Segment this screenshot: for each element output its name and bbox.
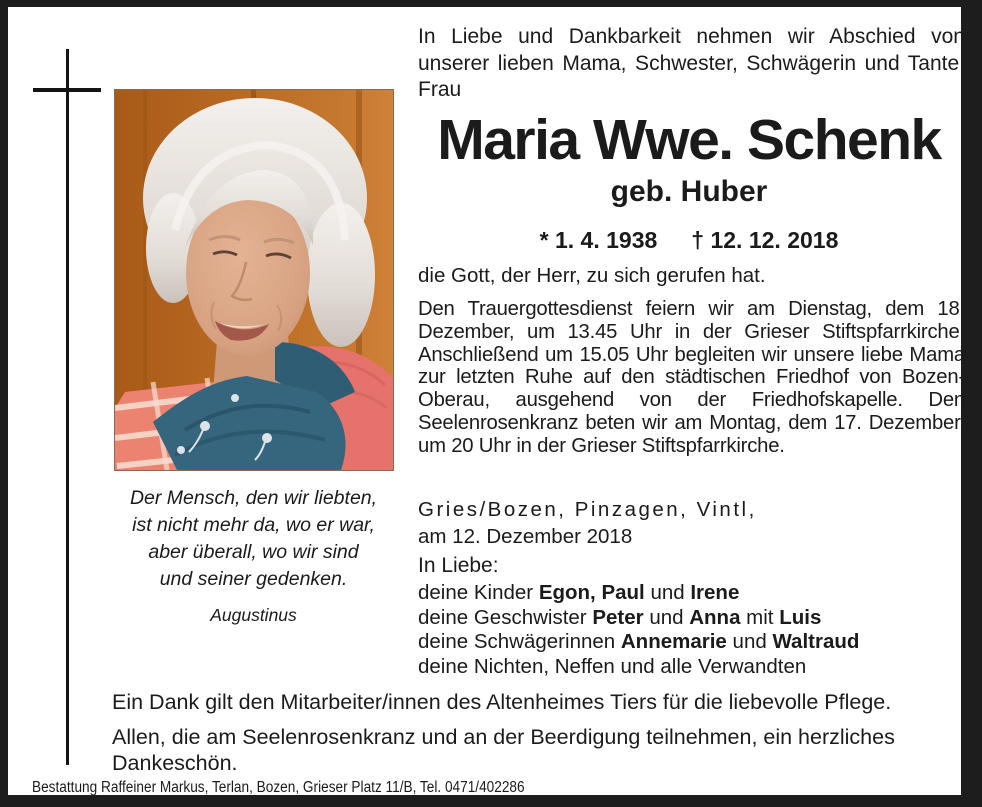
family-line: deine Schwägerinnen Annemarie und Waltraud bbox=[418, 630, 860, 653]
date-line: am 12. Dezember 2018 bbox=[418, 525, 633, 548]
quote-line: Der Mensch, den wir liebten, bbox=[129, 487, 378, 509]
family-line: deine Geschwister Peter und Anna mit Luis bbox=[418, 605, 822, 629]
family-list bbox=[418, 581, 978, 679]
quote-attribution: Augustinus bbox=[210, 605, 297, 625]
family-line: deine Nichten, Neffen und alle Verwandten bbox=[418, 654, 807, 678]
quote-line: aber überall, wo wir sind bbox=[148, 541, 359, 563]
maiden-name: geb. Huber bbox=[610, 175, 768, 208]
places-block bbox=[418, 496, 965, 550]
service-paragraph: Den Trauergottesdienst feiern wir am Dienstag, dem 18. Dezember, um 13.45 Uhr in der Grieser Stiftspfarrkirche. Anschließend um 15.05 Uhr begleiten wir unsere liebe Mama zur letzten Ruhe auf den städtischen Friedhof von Bozen-Oberau, ausgehend von der Friedhofskapelle. Den Seelenrosenkranz beten wir am Montag, dem 17. Dezember, um 20 Uhr in der Grieser Stiftspfarrkirche. bbox=[418, 298, 965, 457]
funeral-home-info: Bestattung Raffeiner Markus, Terlan, Bozen, Grieser Platz 11/B, Tel. 0471/402286 bbox=[32, 779, 525, 796]
in-love-label: In Liebe: bbox=[418, 554, 499, 577]
called-text: die Gott, der Herr, zu sich gerufen hat. bbox=[418, 264, 766, 287]
notice-sheet bbox=[8, 7, 965, 796]
deceased-name: Maria Wwe. Schenk bbox=[437, 108, 941, 172]
places-line: Gries/Bozen, Pinzagen, Vintl, bbox=[418, 498, 757, 521]
quote-line: und seiner gedenken. bbox=[159, 568, 348, 590]
birth-date: * 1. 4. 1938 bbox=[539, 227, 658, 253]
portrait-photo-illustration bbox=[115, 90, 393, 470]
portrait-photo bbox=[115, 90, 393, 470]
thanks-attendees: Allen, die am Seelenrosenkranz und an der Beerdigung teilnehmen, ein herzliches Dankeschön. bbox=[112, 725, 895, 775]
thanks-caregivers: Ein Dank gilt den Mitarbeiter/innen des Altenheimes Tiers für die liebevolle Pflege. bbox=[112, 690, 892, 714]
memorial-quote bbox=[96, 485, 411, 629]
death-date: † 12. 12. 2018 bbox=[691, 227, 839, 253]
life-dates bbox=[414, 227, 964, 254]
family-line: deine Kinder Egon, Paul und Irene bbox=[418, 581, 740, 604]
intro-text: In Liebe und Dankbarkeit nehmen wir Abschied von unserer lieben Mama, Schwester, Schwägerin und Tante, Frau bbox=[418, 25, 965, 101]
memorial-cross-icon bbox=[33, 88, 101, 92]
quote-line: ist nicht mehr da, wo er war, bbox=[132, 514, 375, 536]
memorial-cross-icon bbox=[66, 49, 69, 765]
